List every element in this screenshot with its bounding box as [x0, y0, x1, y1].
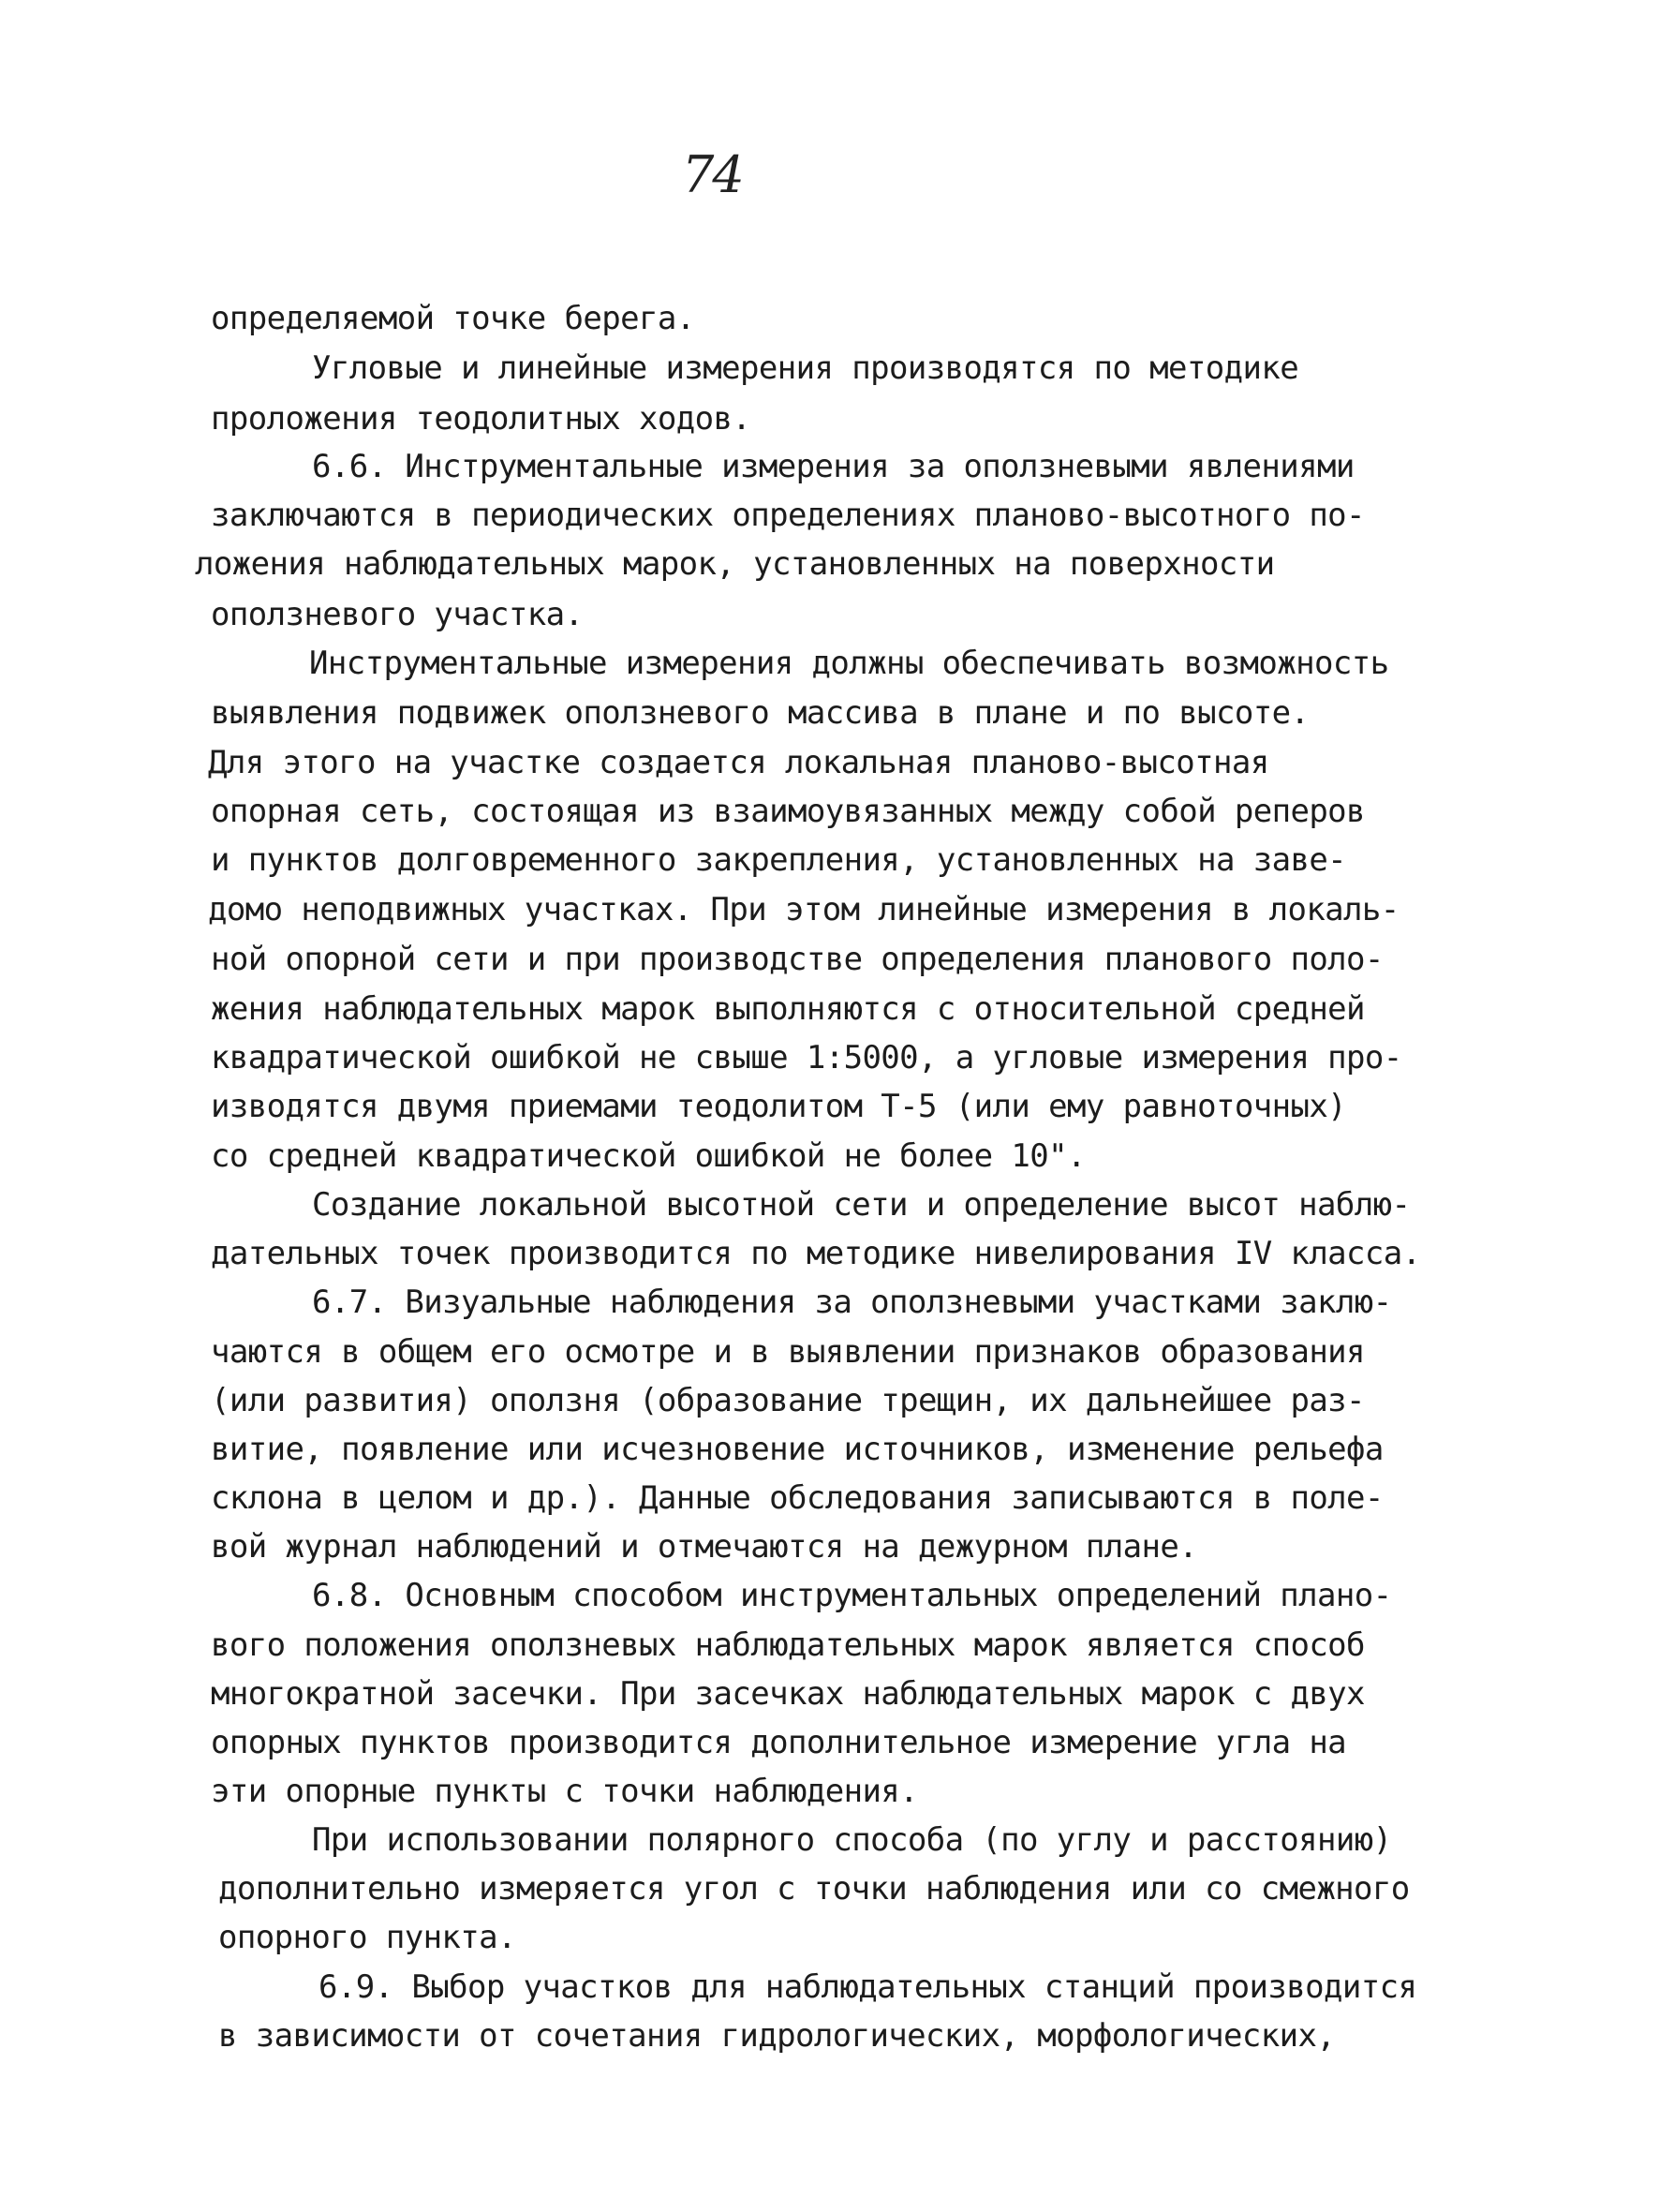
text-line: опорная сеть, состоящая из взаимоувязанных между собой реперов: [211, 793, 1365, 830]
text-line: чаются в общем его осмотре и в выявлении признаков образования: [211, 1333, 1365, 1371]
text-line: проложения теодолитных ходов.: [211, 400, 751, 438]
text-line: 6.6. Инструментальные измерения за оползневыми явлениями: [312, 448, 1355, 485]
text-line: квадратической ошибкой не свыше 1:5000, а угловые измерения про-: [211, 1039, 1402, 1076]
page-number: 74: [682, 145, 743, 204]
text-line: выявления подвижек оползневого массива в плане и по высоте.: [211, 694, 1310, 732]
text-line: оползневого участка.: [211, 596, 584, 633]
text-line: в зависимости от сочетания гидрологических, морфологических,: [218, 2017, 1336, 2055]
text-line: вой журнал наблюдений и отмечаются на дежурном плане.: [211, 1528, 1198, 1566]
text-line: вого положения оползневых наблюдательных марок является способ: [211, 1626, 1365, 1664]
text-line: Для этого на участке создается локальная планово-высотная: [208, 744, 1269, 781]
text-line: эти опорные пункты с точки наблюдения.: [211, 1773, 919, 1810]
text-line: дополнительно измеряется угол с точки наблюдения или со смежного: [218, 1870, 1410, 1908]
text-line: 6.7. Визуальные наблюдения за оползневыми участками заклю-: [312, 1284, 1392, 1321]
text-line: ложения наблюдательных марок, установленных на поверхности: [195, 545, 1275, 583]
text-line: (или развития) оползня (образование трещин, их дальнейшее раз-: [211, 1382, 1365, 1419]
text-line: со средней квадратической ошибкой не более 10".: [211, 1137, 1086, 1175]
text-line: Угловые и линейные измерения производятся по методике: [312, 349, 1299, 387]
text-line: опорных пунктов производится дополнительное измерение угла на: [211, 1724, 1347, 1761]
text-line: и пунктов долговременного закрепления, установленных на заве-: [211, 841, 1347, 879]
text-line: изводятся двумя приемами теодолитом Т-5 (или ему равноточных): [211, 1088, 1347, 1125]
text-line: дательных точек производится по методике нивелирования IV класса.: [211, 1235, 1421, 1272]
text-line: жения наблюдательных марок выполняются с относительной средней: [211, 990, 1365, 1028]
text-line: определяемой точке берега.: [211, 300, 695, 337]
text-line: опорного пункта.: [218, 1919, 516, 1956]
text-line: Инструментальные измерения должны обеспечивать возможность: [309, 645, 1389, 682]
text-line: заключаются в периодических определениях планово-высотного по-: [211, 497, 1365, 534]
text-line: Создание локальной высотной сети и определение высот наблю-: [312, 1186, 1411, 1224]
text-line: многократной засечки. При засечках наблюдательных марок с двух: [211, 1675, 1365, 1713]
text-line: домо неподвижных участках. При этом линейные измерения в локаль-: [208, 891, 1400, 928]
text-line: 6.8. Основным способом инструментальных определений плано-: [312, 1577, 1392, 1614]
text-line: 6.9. Выбор участков для наблюдательных станций производится: [318, 1968, 1417, 2006]
text-line: витие, появление или исчезновение источников, изменение рельефа: [211, 1431, 1384, 1468]
text-line: склона в целом и др.). Данные обследования записываются в поле-: [211, 1479, 1384, 1517]
text-line: ной опорной сети и при производстве определения планового поло-: [211, 941, 1384, 978]
text-line: При использовании полярного способа (по углу и расстоянию): [312, 1821, 1392, 1859]
